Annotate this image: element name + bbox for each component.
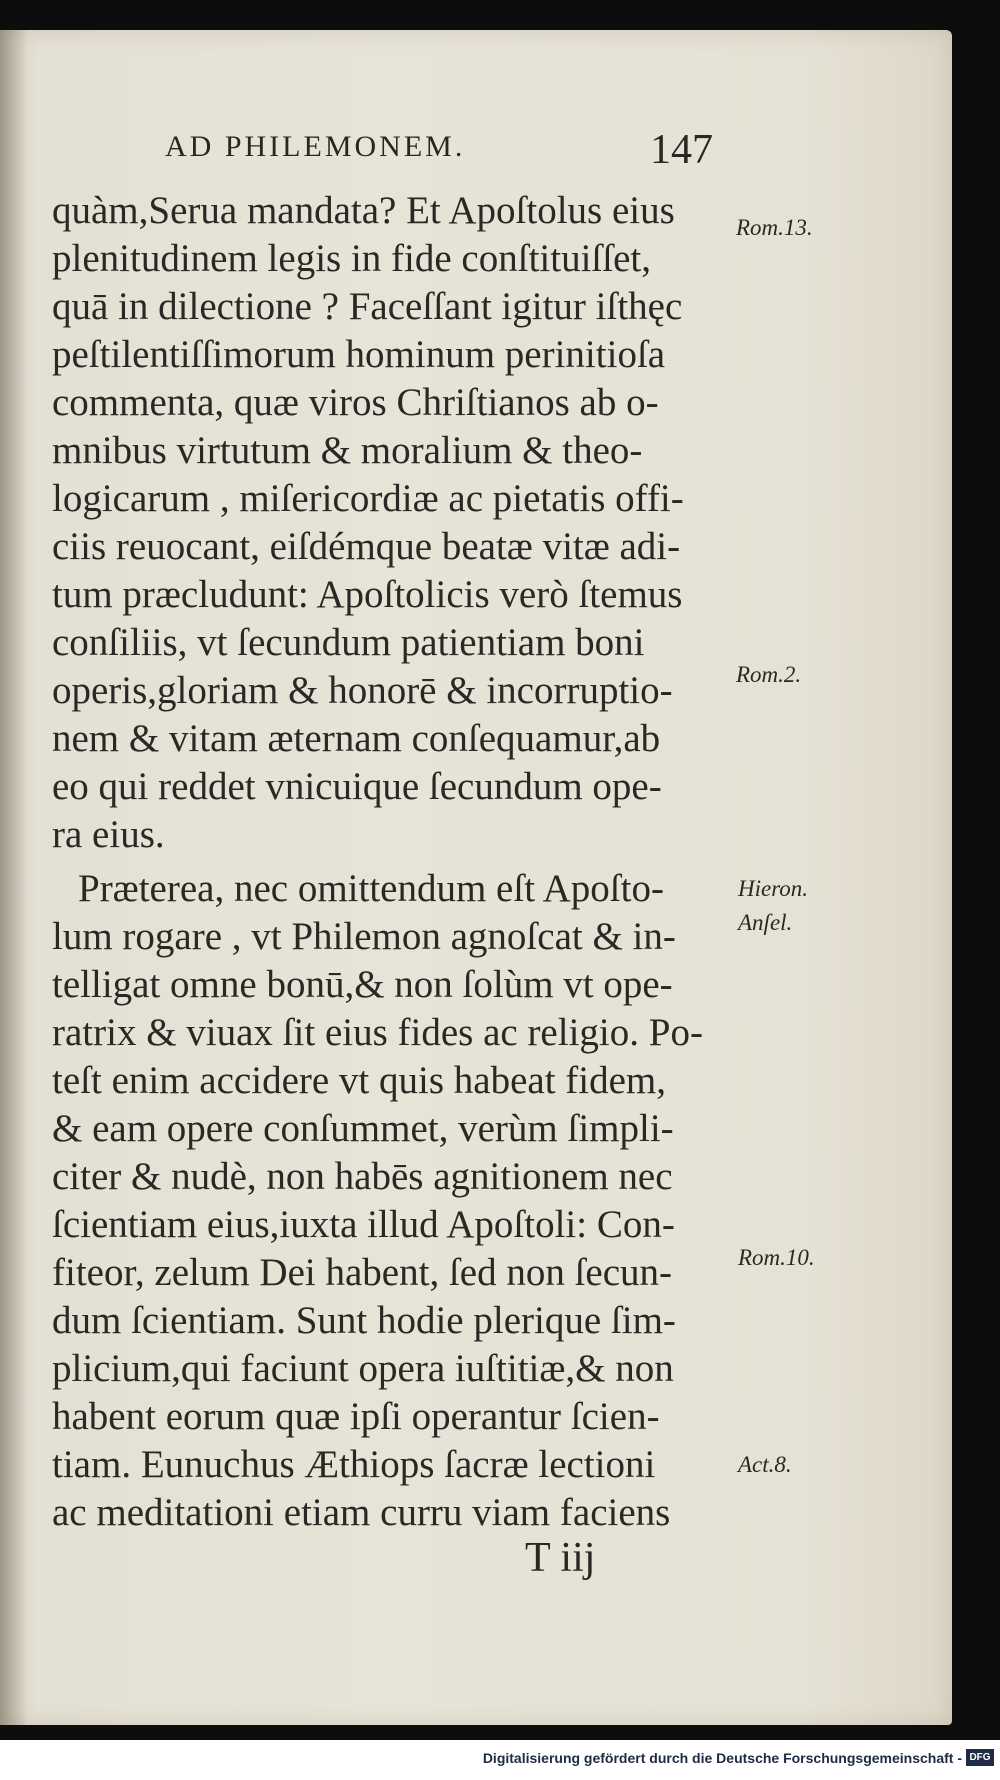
text-line: quā in dilectione ? Faceſſant igitur iſthęc xyxy=(52,285,683,328)
text-line: plenitudinem legis in fide conſtituiſſet, xyxy=(52,237,651,280)
footer-band xyxy=(0,1740,1000,1780)
page-number: 147 xyxy=(650,127,713,173)
text-line: fiteor, zelum Dei habent, ſed non ſecun- xyxy=(52,1251,673,1294)
text-line: operis,gloriam & honorē & incorruptio- xyxy=(52,669,673,712)
text-line: nem & vitam æternam conſequamur,ab xyxy=(52,717,661,760)
text-line: eo qui reddet vnicuique ſecundum ope- xyxy=(52,765,662,808)
text-line: & eam opere conſummet, verùm ſimpli- xyxy=(52,1107,674,1150)
running-head: AD PHILEMONEM. xyxy=(165,130,466,163)
marginal-note: Rom.2. xyxy=(736,662,802,687)
marginal-note: Anſel. xyxy=(738,910,793,935)
text-line: ſcientiam eius,iuxta illud Apoſtoli: Con- xyxy=(52,1203,675,1246)
signature-mark: T iij xyxy=(525,1535,596,1581)
marginal-note: Act.8. xyxy=(738,1452,792,1477)
marginal-note: Rom.10. xyxy=(738,1245,815,1270)
text-line: ciis reuocant, eiſdémque beatæ vitæ adi- xyxy=(52,525,681,568)
text-line: plicium,qui faciunt opera iuſtitiæ,& non xyxy=(52,1347,674,1390)
marginal-note: Rom.13. xyxy=(736,215,813,240)
text-line: commenta, quæ viros Chriſtianos ab o- xyxy=(52,381,659,424)
text-line: mnibus virtutum & moralium & theo- xyxy=(52,429,643,472)
text-line: citer & nudè, non habēs agnitionem nec xyxy=(52,1155,673,1198)
text-line: telligat omne bonū,& non ſolùm vt ope- xyxy=(52,963,673,1006)
text-line: tiam. Eunuchus Æthiops ſacræ lectioni xyxy=(52,1443,656,1486)
text-line: Præterea, nec omittendum eſt Apoſto- xyxy=(78,867,664,910)
text-line: ac meditationi etiam curru viam faciens xyxy=(52,1491,671,1534)
text-line: logicarum , miſericordiæ ac pietatis offi- xyxy=(52,477,684,520)
text-line: habent eorum quæ ipſi operantur ſcien- xyxy=(52,1395,660,1438)
marginal-note: Hieron. xyxy=(738,876,809,901)
text-line: lum rogare , vt Philemon agnoſcat & in- xyxy=(52,915,676,958)
text-line: dum ſcientiam. Sunt hodie plerique ſim- xyxy=(52,1299,676,1342)
text-line: ra eius. xyxy=(52,813,165,856)
text-line: ratrix & viuax ſit eius fides ac religio. Po- xyxy=(52,1011,703,1054)
dfg-logo: DFG xyxy=(966,1749,994,1766)
text-line: tum præcludunt: Apoſtolicis verò ſtemus xyxy=(52,573,683,616)
text-line: peſtilentiſſimorum hominum perinitioſa xyxy=(52,333,666,376)
text-line: teſt enim accidere vt quis habeat fidem, xyxy=(52,1059,667,1102)
book-page xyxy=(0,30,952,1725)
digitization-credit: Digitalisierung gefördert durch die Deutsche Forschungsgemeinschaft - xyxy=(482,1750,962,1766)
text-line: quàm,Serua mandata? Et Apoſtolus eius xyxy=(52,189,675,232)
text-line: conſiliis, vt ſecundum patientiam boni xyxy=(52,621,645,664)
